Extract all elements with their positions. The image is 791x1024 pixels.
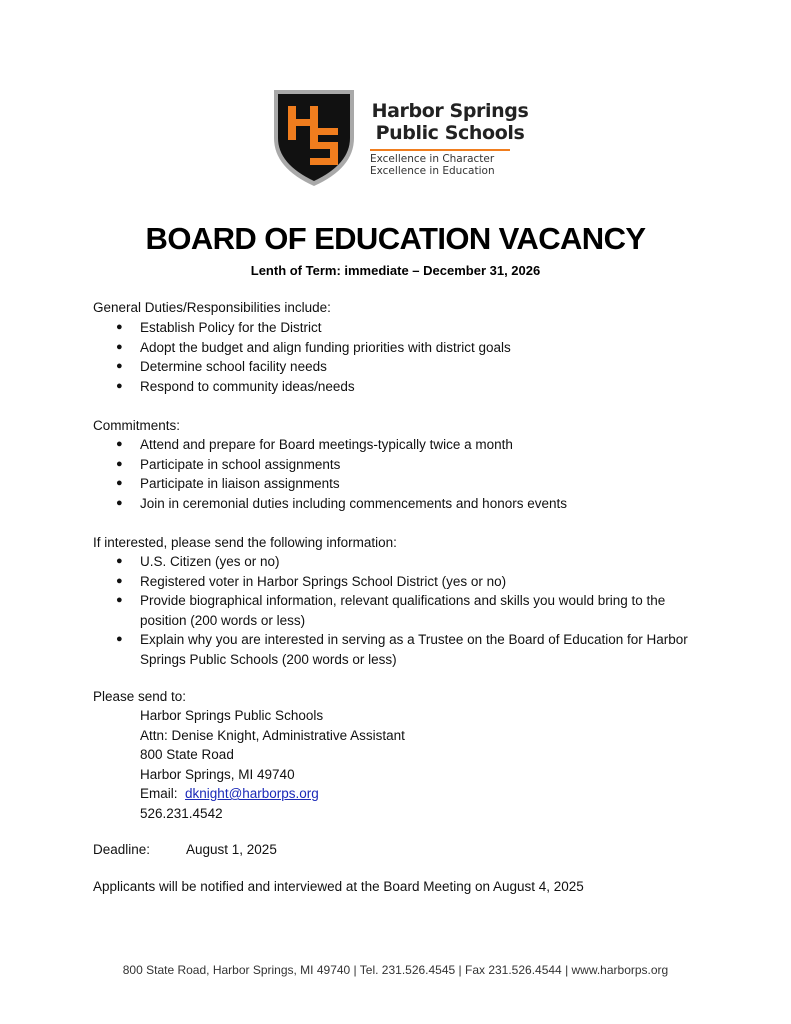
list-item-text: Attend and prepare for Board meetings-typically twice a month	[140, 437, 513, 452]
bullet-icon: ●	[116, 594, 123, 606]
list-item	[93, 377, 713, 397]
list-item	[93, 591, 713, 630]
list-item	[93, 474, 713, 494]
tagline-line2: Excellence in Education	[370, 165, 495, 177]
deadline-label: Deadline:	[93, 842, 151, 857]
list-item	[93, 435, 713, 455]
list-item-text: Participate in liaison assignments	[140, 476, 340, 491]
address-email-row	[140, 784, 405, 804]
page-footer: 800 State Road, Harbor Springs, MI 49740 | Tel. 231.526.4545 | Fax 231.526.4544 | www.harborps.org	[122, 963, 669, 977]
bullet-icon: ●	[116, 340, 123, 353]
list-item	[93, 494, 713, 514]
commitments-list	[93, 435, 713, 513]
brand-tagline	[370, 153, 530, 177]
list-item-text: Participate in school assignments	[140, 456, 341, 472]
page-title: BOARD OF EDUCATION VACANCY	[145, 221, 646, 256]
list-item-text: Registered voter in Harbor Springs School District (yes or no)	[140, 573, 507, 589]
address-city: Harbor Springs, MI 49740	[140, 766, 295, 782]
bullet-icon: ●	[116, 574, 123, 587]
list-item-text: Adopt the budget and align funding priorities with district goals	[140, 339, 511, 355]
bullet-icon: ●	[116, 321, 123, 333]
bullet-icon: ●	[116, 457, 123, 470]
bullet-icon: ●	[116, 555, 123, 567]
list-item-text: U.S. Citizen (yes or no)	[140, 554, 280, 569]
bullet-icon: ●	[116, 379, 123, 392]
bullet-icon: ●	[116, 477, 123, 489]
list-item	[93, 357, 713, 377]
send-to-heading: Please send to:	[93, 689, 187, 704]
list-item	[93, 552, 713, 572]
mailing-address	[140, 706, 405, 823]
school-logo	[248, 82, 538, 194]
deadline-value: August 1, 2025	[186, 842, 277, 857]
address-organization: Harbor Springs Public Schools	[140, 708, 324, 723]
list-item	[93, 455, 713, 475]
interest-heading: If interested, please send the following information:	[93, 535, 397, 550]
interview-notice: Applicants will be notified and interviewed at the Board Meeting on August 4, 2025	[93, 879, 584, 894]
list-item-text: Provide biographical information, relevant qualifications and skills you would bring to the position (200 words or less)	[140, 593, 666, 628]
term-length: Lenth of Term: immediate – December 31, 2026	[250, 263, 541, 278]
address-street: 800 State Road	[140, 747, 234, 762]
duties-heading: General Duties/Responsibilities include:	[93, 300, 331, 315]
brand-name-line1: Harbor Springs	[371, 100, 529, 122]
bullet-icon: ●	[116, 438, 123, 450]
list-item-text: Join in ceremonial duties including commencements and honors events	[140, 495, 567, 511]
brand-divider	[370, 149, 510, 151]
list-item-text: Respond to community ideas/needs	[140, 378, 355, 394]
list-item	[93, 630, 713, 669]
interest-list	[93, 552, 713, 669]
brand-name	[366, 100, 534, 144]
list-item-text: Establish Policy for the District	[140, 320, 322, 335]
brand-name-line2: Public Schools	[375, 122, 525, 144]
list-item	[93, 318, 713, 338]
email-label: Email:	[140, 786, 178, 801]
email-link[interactable]: dknight@harborps.org	[185, 786, 319, 801]
bullet-icon: ●	[116, 633, 123, 645]
address-phone: 526.231.4542	[140, 805, 223, 821]
hs-shield-logo	[270, 86, 358, 190]
duties-list	[93, 318, 713, 396]
tagline-line1: Excellence in Character	[370, 153, 495, 165]
list-item	[93, 572, 713, 592]
list-item-text: Explain why you are interested in serving as a Trustee on the Board of Education for Harbor Springs Public Schools (200 words or less)	[140, 632, 688, 667]
list-item	[93, 338, 713, 358]
address-attn: Attn: Denise Knight, Administrative Assistant	[140, 727, 405, 743]
bullet-icon: ●	[116, 496, 123, 509]
commitments-heading: Commitments:	[93, 418, 181, 433]
list-item-text: Determine school facility needs	[140, 359, 327, 374]
bullet-icon: ●	[116, 360, 123, 372]
